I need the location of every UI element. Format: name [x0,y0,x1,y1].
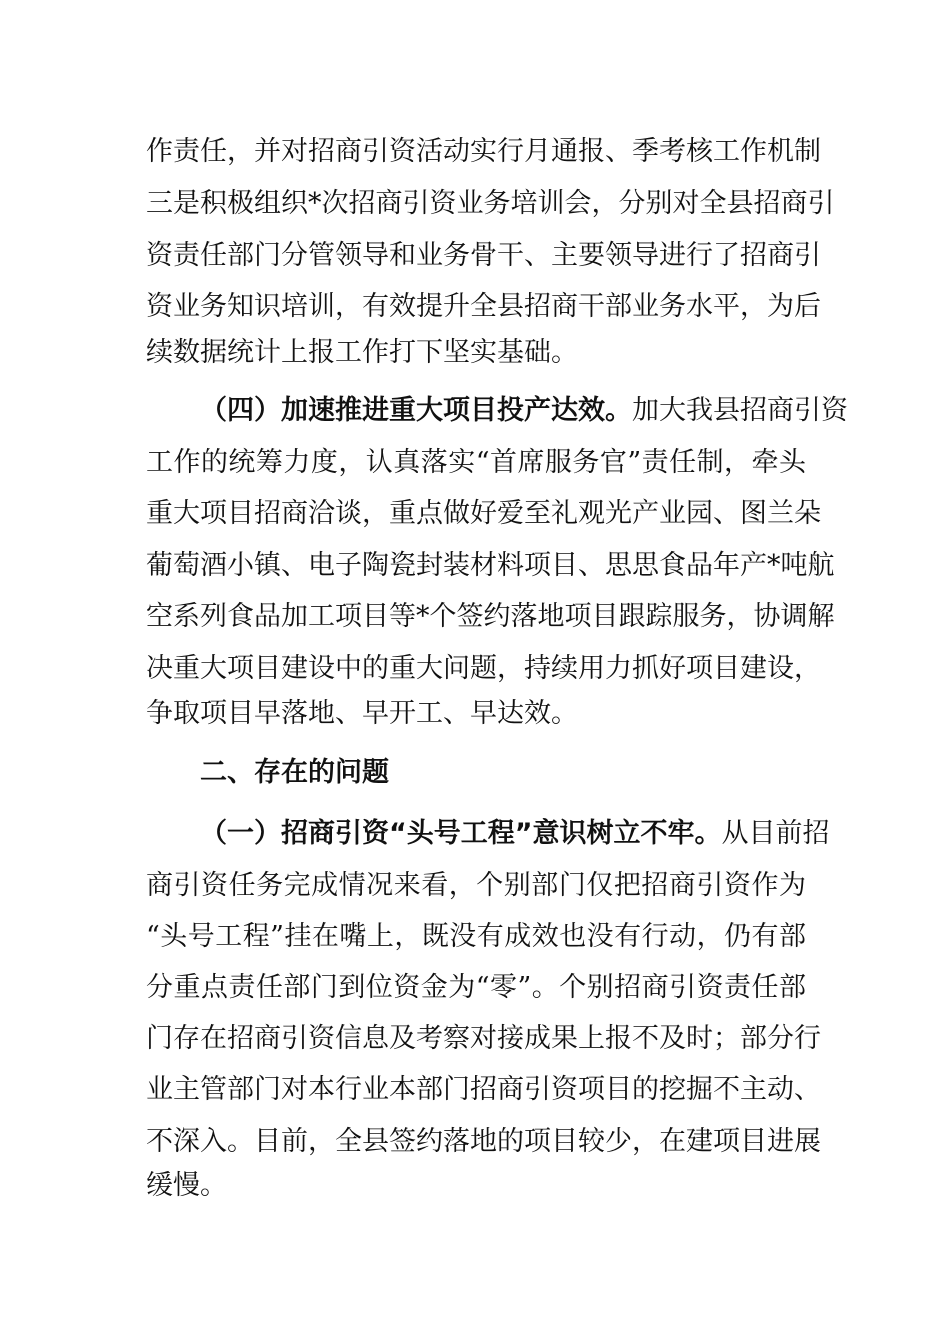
paragraph-first-line [200,393,848,429]
paragraph-line: 工作的统筹力度，认真落实“首席服务官”责任制，牵头 [146,447,806,478]
section-heading: 二、存在的问题 [200,757,389,788]
paragraph-line: 门存在招商引资信息及考察对接成果上报不及时；部分行 [146,1023,821,1054]
paragraph-line: 空系列食品加工项目等*个签约落地项目跟踪服务，协调解 [146,601,835,632]
paragraph-first-line [200,816,830,852]
paragraph-line: 葡萄酒小镇、电子陶瓷封装材料项目、思思食品年产*吨航 [146,550,835,581]
paragraph-line: 资业务知识培训，有效提升全县招商干部业务水平，为后 [146,291,821,322]
paragraph-line: 作责任，并对招商引资活动实行月通报、季考核工作机制 [146,136,821,167]
paragraph-text: 从目前招 [721,818,830,849]
paragraph-line: 争取项目早落地、早开工、早达效。 [146,698,578,729]
bold-lead: （四）加速推进重大项目投产达效。 [200,395,632,426]
paragraph-line: 重大项目招商洽谈，重点做好爱至礼观光产业园、图兰朵 [146,498,821,529]
bold-lead: （一）招商引资“头号工程”意识树立不牢。 [200,818,722,849]
paragraph-line: 业主管部门对本行业本部门招商引资项目的挖掘不主动、 [146,1074,821,1105]
paragraph-line: “头号工程”挂在嘴上，既没有成效也没有行动，仍有部 [146,921,806,952]
paragraph-text: 加大我县招商引资 [632,395,848,426]
paragraph-line: 资责任部门分管领导和业务骨干、主要领导进行了招商引 [146,240,821,271]
paragraph-line: 决重大项目建设中的重大问题，持续用力抓好项目建设， [146,653,821,684]
paragraph-line: 续数据统计上报工作打下坚实基础。 [146,337,578,368]
paragraph-line: 商引资任务完成情况来看，个别部门仅把招商引资作为 [146,870,806,901]
paragraph-line: 不深入。目前，全县签约落地的项目较少，在建项目进展 [146,1126,821,1157]
paragraph-line: 三是积极组织*次招商引资业务培训会，分别对全县招商引 [146,188,835,219]
paragraph-line: 缓慢。 [146,1170,227,1201]
paragraph-line: 分重点责任部门到位资金为“零”。个别招商引资责任部 [146,972,806,1003]
